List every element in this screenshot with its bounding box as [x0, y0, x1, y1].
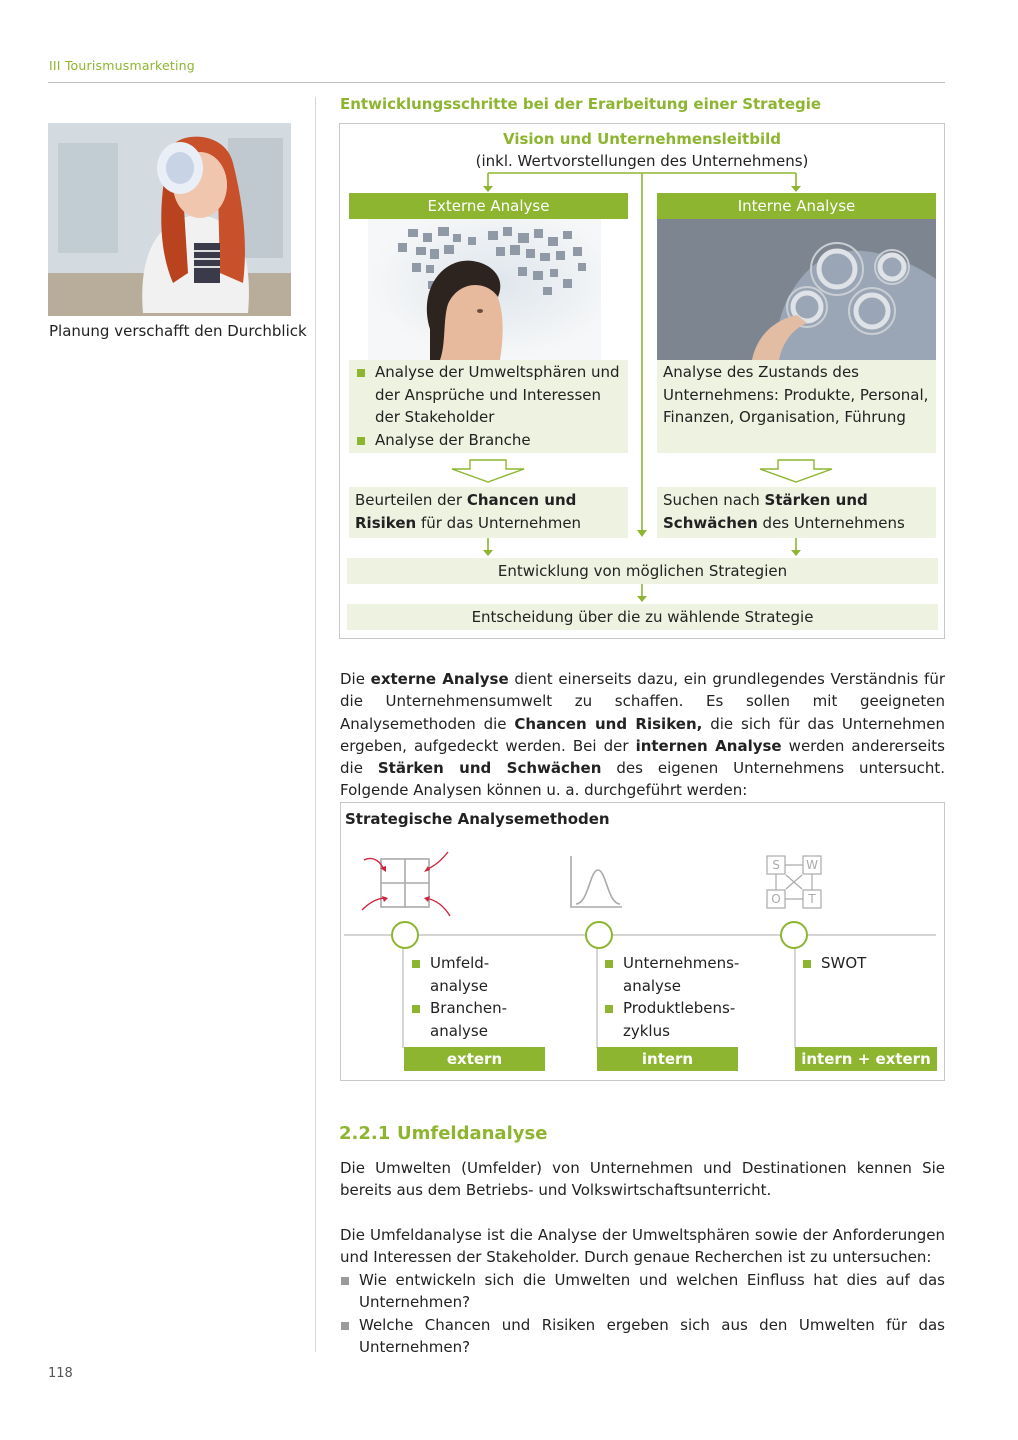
opportunities-risks-box	[349, 487, 628, 538]
bullet-square-icon	[412, 1005, 420, 1013]
external-analysis-heading: Externe Analyse	[349, 193, 628, 219]
vision-subtitle: (inkl. Wertvorstellungen des Unternehmens)	[475, 152, 809, 170]
internal-analysis-box	[657, 360, 936, 453]
method-item: SWOT	[795, 952, 935, 975]
photo-woman-with-telescope	[48, 123, 291, 316]
bullet-square-icon	[803, 960, 811, 968]
list-item: Wie entwickeln sich die Umwelten und welchen Einfluss hat dies auf das Unternehmen?	[340, 1269, 945, 1314]
column-divider	[315, 97, 316, 1352]
header-rule	[48, 82, 945, 83]
external-bullet-text: Analyse der Umweltsphären und der Ansprüche und Interessen der Stakeholder	[375, 363, 620, 426]
method-item: Umfeld-analyse	[404, 952, 544, 997]
internal-analysis-heading: Interne Analyse	[657, 193, 936, 219]
section-heading: 2.2.1 Umfeldanalyse	[339, 1123, 548, 1144]
running-head: III Tourismusmarketing	[49, 58, 195, 73]
swot-letter-o: O	[771, 892, 781, 906]
method-swot-list	[795, 952, 935, 975]
bullet-square-icon	[341, 1277, 349, 1285]
strengths-weaknesses-box	[657, 487, 936, 538]
section-paragraph-1: Die Umwelten (Umfelder) von Unternehmen und Destinationen kennen Sie bereits aus dem Betriebs- und Volkswirtschaftsunterricht.	[340, 1159, 945, 1200]
internal-analysis-text: Analyse des Zustands des Unternehmens: Produkte, Personal, Finanzen, Organisation, Führung	[663, 363, 929, 426]
bullet-square-icon	[357, 437, 365, 445]
bullet-square-icon	[605, 960, 613, 968]
figure2-title: Strategische Analysemethoden	[345, 810, 610, 828]
opportunities-risks-text: Beurteilen der Chancen und Risiken für das Unternehmen	[355, 491, 582, 532]
bullet-square-icon	[605, 1005, 613, 1013]
method-label-extern: extern	[404, 1047, 545, 1071]
swot-letter-w: W	[806, 858, 818, 872]
method-external-list	[404, 952, 544, 1042]
bullet-square-icon	[357, 369, 365, 377]
vision-title: Vision und Unternehmensleitbild	[502, 130, 781, 148]
list-item: Welche Chancen und Risiken ergeben sich aus den Umwelten für das Unternehmen?	[340, 1314, 945, 1359]
photo-woman-world-map	[368, 219, 601, 360]
page-number: 118	[48, 1366, 73, 1381]
strategy-decision-bar: Entscheidung über die zu wählende Strategie	[347, 604, 938, 630]
strategy-development-bar: Entwicklung von möglichen Strategien	[347, 558, 938, 584]
swot-letter-s: S	[772, 858, 780, 872]
swot-letter-t: T	[808, 892, 816, 906]
method-item: Branchen-analyse	[404, 997, 544, 1042]
question-list	[340, 1269, 945, 1358]
figure1-title: Entwicklungsschritte bei der Erarbeitung einer Strategie	[340, 95, 822, 113]
external-bullet	[349, 361, 628, 429]
external-bullet-text: Analyse der Branche	[375, 430, 531, 449]
photo-hand-touching-gears	[657, 219, 936, 360]
method-item: Produktlebens-zyklus	[597, 997, 737, 1042]
method-internal-list	[597, 952, 740, 1042]
strengths-weaknesses-text: Suchen nach Stärken und Schwächen des Unternehmens	[663, 491, 905, 532]
external-bullet	[349, 429, 628, 452]
method-item: Unternehmens-analyse	[597, 952, 737, 997]
photo-caption: Planung verschafft den Durchblick	[49, 322, 307, 340]
analysis-paragraph: Die externe Analyse dient einerseits dazu, ein grundlegendes Verständnis für die Unternehmensumwelt zu schaffen. Es sollen mit geeigneten Analysemethoden die Chancen und Risiken, die sich für das Unternehmen ergeben, aufgedeckt werden. Bei der internen Analyse werden andererseits die Stärken und Schwächen des eigenen Unternehmens untersucht. Folgende Analysen können u. a. durchgeführt werden:	[340, 670, 946, 800]
method-label-intern: intern	[597, 1047, 738, 1071]
bullet-square-icon	[412, 960, 420, 968]
section-paragraph-2: Die Umfeldanalyse ist die Analyse der Umweltsphären sowie der Anforderungen und Interessen der Stakeholder. Durch genaue Recherchen ist zu untersuchen:	[340, 1226, 945, 1267]
method-label-intern-extern: intern + extern	[795, 1047, 937, 1071]
external-analysis-box	[349, 360, 628, 453]
bullet-square-icon	[341, 1322, 349, 1330]
